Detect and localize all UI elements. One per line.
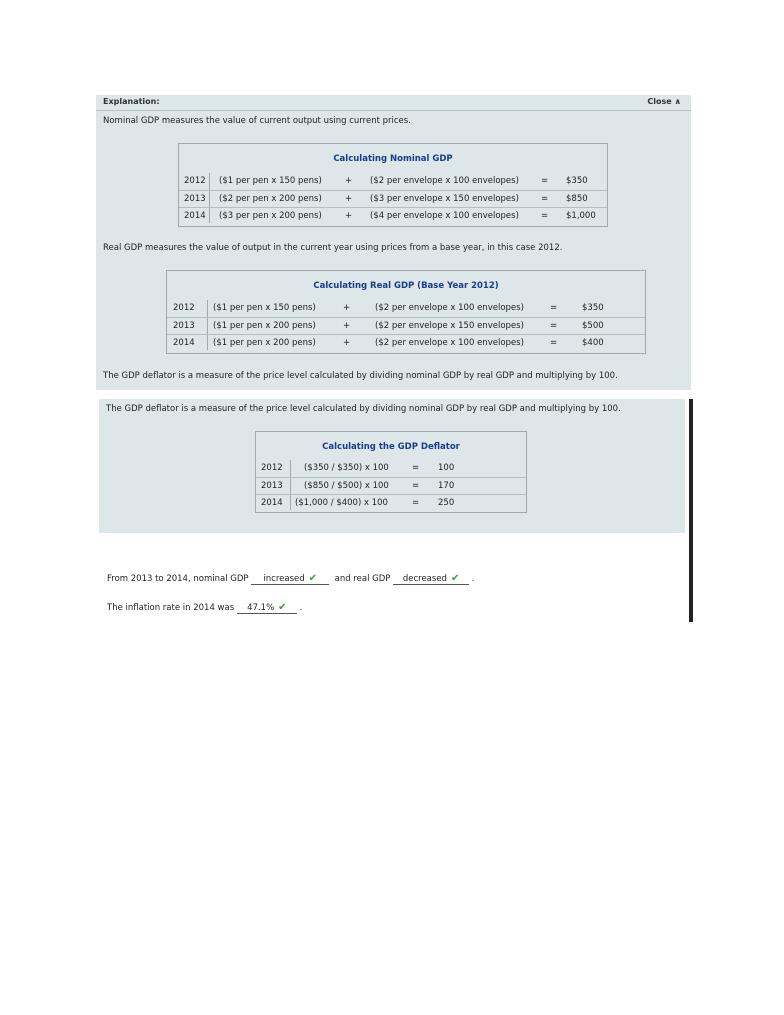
scroll-indicator xyxy=(689,399,693,622)
table-row: 2013 ($850 / $500) x 100 = 170 xyxy=(256,477,526,494)
check-icon: ✔ xyxy=(278,602,287,613)
table-row: 2013 ($2 per pen x 200 pens) + ($3 per envelope x 150 envelopes) = $850 xyxy=(179,190,607,207)
check-icon: ✔ xyxy=(450,573,460,584)
nominal-gdp-table-title: Calculating Nominal GDP xyxy=(333,154,453,164)
deflator-text-repeat: The GDP deflator is a measure of the price level calculated by dividing nominal GDP by real GDP and multiplying by 100. xyxy=(106,404,621,414)
table-row: 2012 ($1 per pen x 150 pens) + ($2 per envelope x 100 envelopes) = $350 xyxy=(184,176,588,186)
real-gdp-table-title: Calculating Real GDP (Base Year 2012) xyxy=(313,281,499,291)
inflation-answer-field[interactable]: 47.1% ✔ xyxy=(237,602,297,614)
nominal-intro-text: Nominal GDP measures the value of current output using current prices. xyxy=(103,116,411,126)
deflator-text: The GDP deflator is a measure of the price level calculated by dividing nominal GDP by real GDP and multiplying by 100. xyxy=(103,371,618,381)
table-row: 2014 ($1,000 / $400) x 100 = 250 xyxy=(256,494,526,511)
nominal-gdp-answer-field[interactable]: increased ✔ xyxy=(251,573,329,585)
explanation-panel xyxy=(96,95,691,390)
deflator-panel xyxy=(99,399,685,533)
explanation-header xyxy=(96,95,691,111)
explanation-title: Explanation: xyxy=(103,97,160,106)
table-row: 2014 ($3 per pen x 200 pens) + ($4 per envelope x 100 envelopes) = $1,000 xyxy=(179,207,607,224)
table-row: 2013 ($1 per pen x 200 pens) + ($2 per envelope x 150 envelopes) = $500 xyxy=(167,317,645,334)
real-gdp-answer-field[interactable]: decreased ✔ xyxy=(393,573,469,585)
table-row: 2012 ($350 / $350) x 100 = 100 xyxy=(261,463,455,473)
real-gdp-table xyxy=(166,270,646,354)
question-nominal-real: From 2013 to 2014, nominal GDP increased ✔ and real GDP decreased ✔ . xyxy=(107,573,475,584)
gdp-deflator-table xyxy=(255,431,527,513)
close-button[interactable]: Close ∧ xyxy=(647,97,681,106)
check-icon: ✔ xyxy=(308,573,318,584)
nominal-gdp-table xyxy=(178,143,608,227)
question-inflation: The inflation rate in 2014 was 47.1% ✔ . xyxy=(107,602,303,613)
table-row: 2012 ($1 per pen x 150 pens) + ($2 per envelope x 100 envelopes) = $350 xyxy=(173,303,604,313)
table-row: 2014 ($1 per pen x 200 pens) + ($2 per envelope x 100 envelopes) = $400 xyxy=(167,334,645,351)
real-intro-text: Real GDP measures the value of output in the current year using prices from a base year, in this case 2012. xyxy=(103,243,563,253)
gdp-deflator-table-title: Calculating the GDP Deflator xyxy=(322,442,460,452)
